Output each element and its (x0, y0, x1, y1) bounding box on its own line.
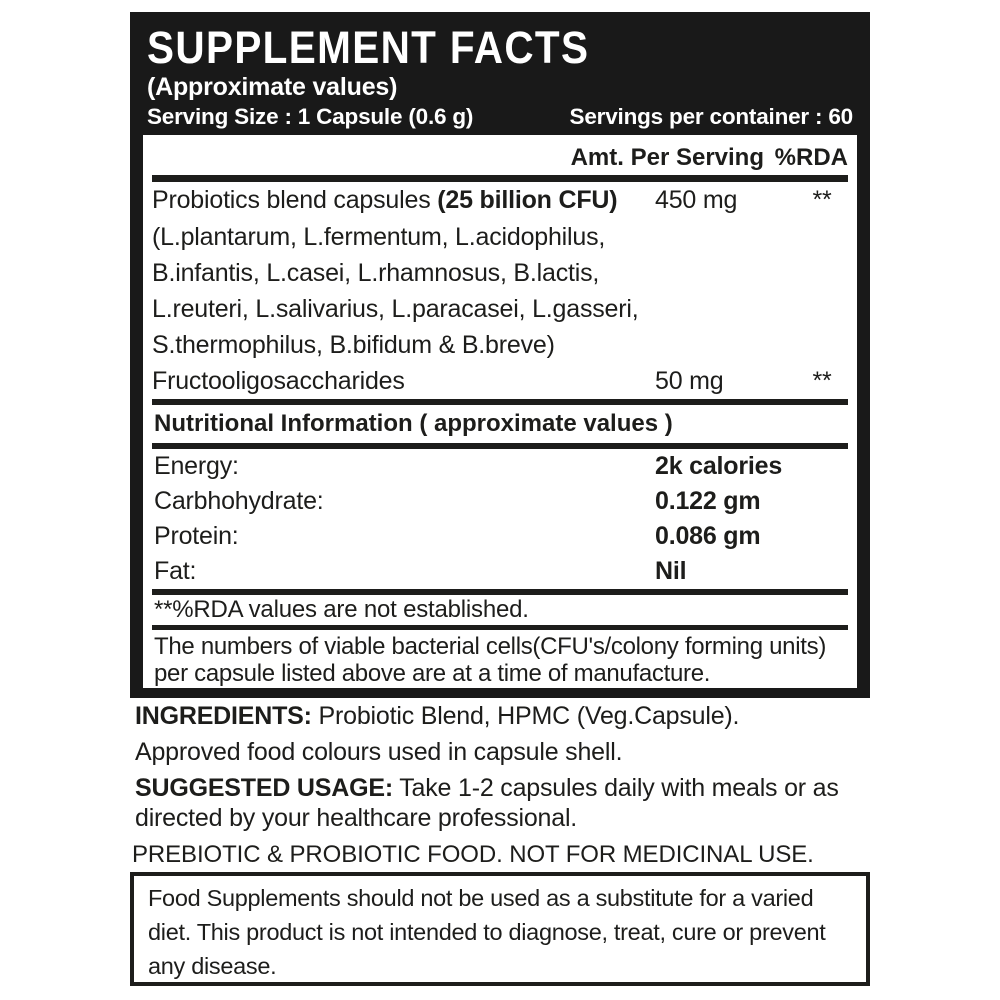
fos-row (152, 363, 848, 399)
fos-row-amount: 50 mg (655, 367, 724, 395)
fos-row-name: Fructooligosaccharides (152, 367, 405, 395)
nutrition-row-protein (152, 519, 848, 554)
disclaimer-box (130, 872, 870, 986)
nutrient-name: Fat: (154, 557, 197, 585)
nutrient-value: Nil (655, 557, 687, 585)
food-colours-note: Approved food colours used in capsule shell. (135, 738, 623, 766)
probiotic-row-amount: 450 mg (655, 186, 738, 214)
probiotic-row-rda: ** (812, 186, 832, 214)
probiotic-row-name: Probiotics blend capsules (152, 186, 438, 214)
strain-line: (L.plantarum, L.fermentum, L.acidophilus, (152, 223, 606, 251)
nutrition-row-fat (152, 554, 848, 589)
nutrition-row-energy (152, 449, 848, 484)
panel-header (130, 12, 870, 130)
disclaimer-text: Food Supplements should not be used as a substitute for a varied diet. This product is not intended to diagnose, treat, cure or prevent any disease. (148, 885, 826, 979)
serving-size: Serving Size : 1 Capsule (0.6 g) (147, 104, 474, 129)
strain-line: S.thermophilus, B.bifidum & B.breve) (152, 331, 555, 359)
supplement-facts-panel (130, 12, 870, 698)
suggested-usage-line (135, 773, 873, 833)
ingredients-label: INGREDIENTS: (135, 702, 312, 730)
nutrient-name: Carbhohydrate: (154, 487, 324, 515)
facts-column-headers (152, 143, 848, 175)
category-line: PREBIOTIC & PROBIOTIC FOOD. NOT FOR MEDICINAL USE. (132, 841, 814, 868)
suggested-usage-label: SUGGESTED USAGE: (135, 774, 393, 802)
probiotic-row-cfu: (25 billion CFU) (437, 186, 618, 214)
probiotic-blend-row (152, 182, 848, 219)
approx-values-subtitle: (Approximate values) (147, 73, 398, 101)
ingredients-text: Probiotic Blend, HPMC (Veg.Capsule). (311, 702, 740, 730)
supplement-facts-title: SUPPLEMENT FACTS (147, 22, 590, 73)
strain-line: B.infantis, L.casei, L.rhamnosus, B.lactis, (152, 259, 600, 287)
strain-line: L.reuteri, L.salivarius, L.paracasei, L.gasseri, (152, 295, 639, 323)
serving-row (147, 103, 853, 130)
divider (152, 175, 848, 182)
rda-column-header: %RDA (774, 144, 848, 171)
facts-table (143, 135, 857, 688)
nutrition-row-carbohydrate (152, 484, 848, 519)
nutrient-name: Protein: (154, 522, 239, 550)
nutrient-name: Energy: (154, 452, 239, 480)
ingredients-line (135, 701, 873, 731)
nutrition-section-header: Nutritional Information ( approximate values ) (154, 410, 673, 437)
rda-note: **%RDA values are not established. (154, 596, 529, 623)
fos-row-rda: ** (812, 367, 832, 395)
suggested-usage-text: Take 1-2 capsules daily with meals or as directed by your healthcare professional. (135, 774, 839, 832)
amount-column-header: Amt. Per Serving (570, 144, 764, 171)
nutrient-value: 0.086 gm (655, 522, 761, 550)
servings-per-container: Servings per container : 60 (569, 104, 853, 129)
nutrient-value: 2k calories (655, 452, 783, 480)
nutrient-value: 0.122 gm (655, 487, 761, 515)
cfu-note: The numbers of viable bacterial cells(CFU's/colony forming units) per capsule listed above are at a time of manufacture. (154, 633, 827, 687)
